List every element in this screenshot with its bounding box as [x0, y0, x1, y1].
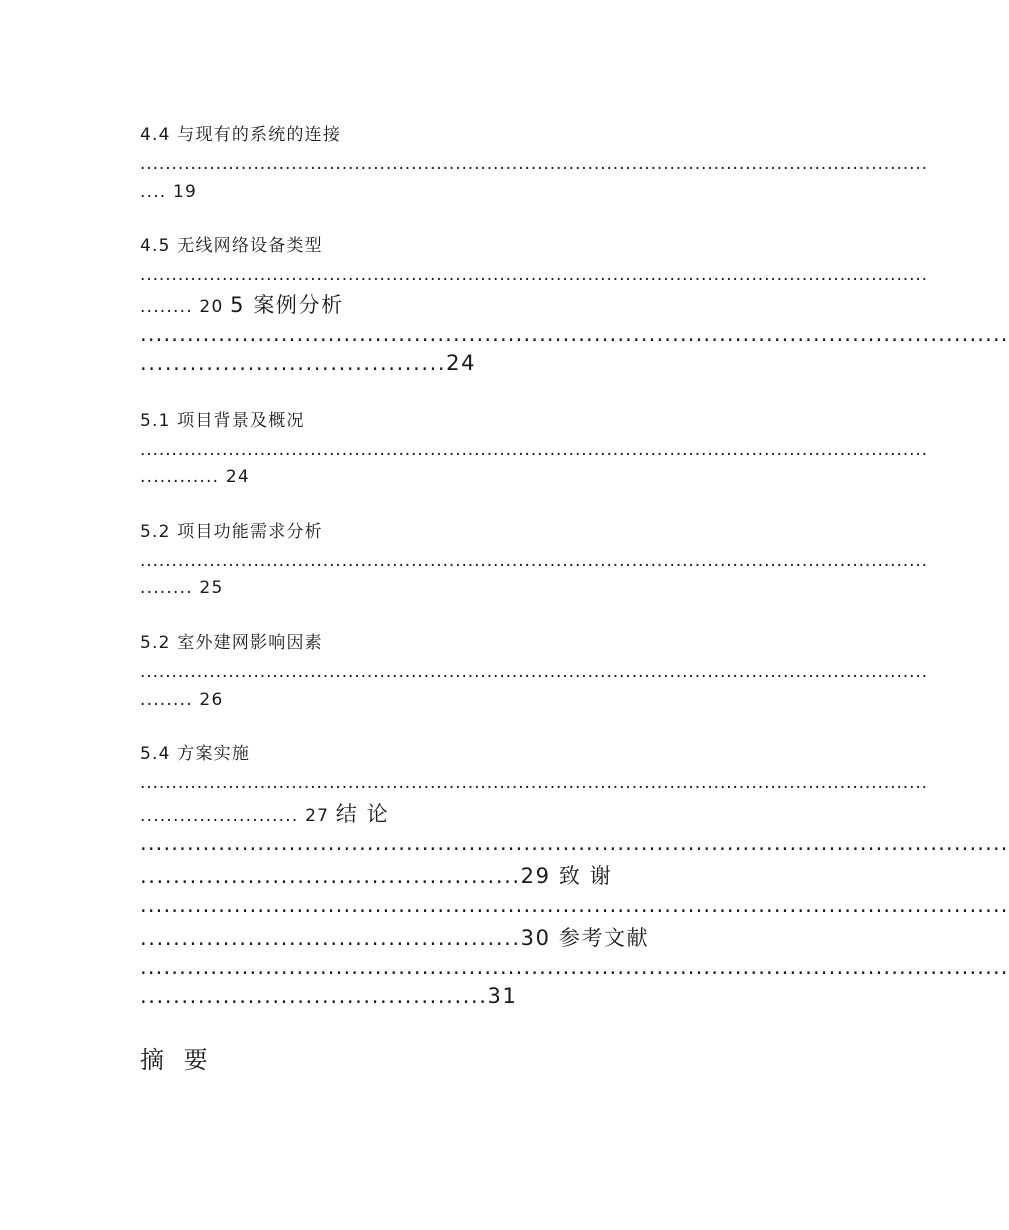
toc-leader-dots: ...............................................................................................................	[140, 831, 1009, 855]
toc-page-20-and-chapter-5	[140, 289, 820, 319]
toc-page-number-25: ........ 25	[140, 578, 224, 598]
toc-leader-dots: ...............................................................................................................	[140, 893, 1009, 917]
toc-entry-5-2-title: 5.2 项目功能需求分析	[140, 522, 323, 542]
toc-conclusion-title: 结 论	[335, 802, 390, 826]
toc-leader-dots: .............................................................................................................................	[140, 662, 928, 682]
toc-page-number-24: .....................................24	[140, 351, 477, 375]
toc-entry-5-4-title: 5.4 方案实施	[140, 744, 251, 764]
toc-leader-dots: ...............................................................................................................	[140, 955, 1009, 979]
toc-leader-dots: .............................................................................................................................	[140, 551, 928, 571]
toc-page-number-20: ........ 20	[140, 297, 231, 317]
toc-leader-dots: ...............................................................................................................	[140, 322, 1009, 346]
toc-page-27-and-conclusion	[140, 798, 820, 828]
toc-entry-5-2b-title: 5.2 室外建网影响因素	[140, 633, 323, 653]
toc-page-30-references: ..............................................30 参考文献	[140, 926, 650, 950]
toc-leader-dots: .............................................................................................................................	[140, 154, 928, 174]
toc-page-29-acknowledgement: ..............................................29 致 谢	[140, 864, 613, 888]
toc-leader-dots: .............................................................................................................................	[140, 773, 928, 793]
toc-page-number-27: ........................ 27	[140, 806, 336, 826]
toc-page-number-24: ............ 24	[140, 467, 250, 487]
toc-leader-dots: .............................................................................................................................	[140, 265, 928, 285]
toc-entry-4-4-title: 4.4 与现有的系统的连接	[140, 125, 342, 145]
toc-page-number-31: ..........................................31	[140, 984, 518, 1008]
toc-entry-4-5-title: 4.5 无线网络设备类型	[140, 236, 323, 256]
toc-leader-dots: .............................................................................................................................	[140, 440, 928, 460]
toc-page-number-19: .... 19	[140, 182, 198, 202]
toc-chapter-5-title: 5 案例分析	[230, 293, 344, 317]
toc-entry-5-1-title: 5.1 项目背景及概况	[140, 411, 305, 431]
abstract-heading: 摘 要	[140, 1046, 214, 1074]
toc-page-number-26: ........ 26	[140, 690, 224, 710]
